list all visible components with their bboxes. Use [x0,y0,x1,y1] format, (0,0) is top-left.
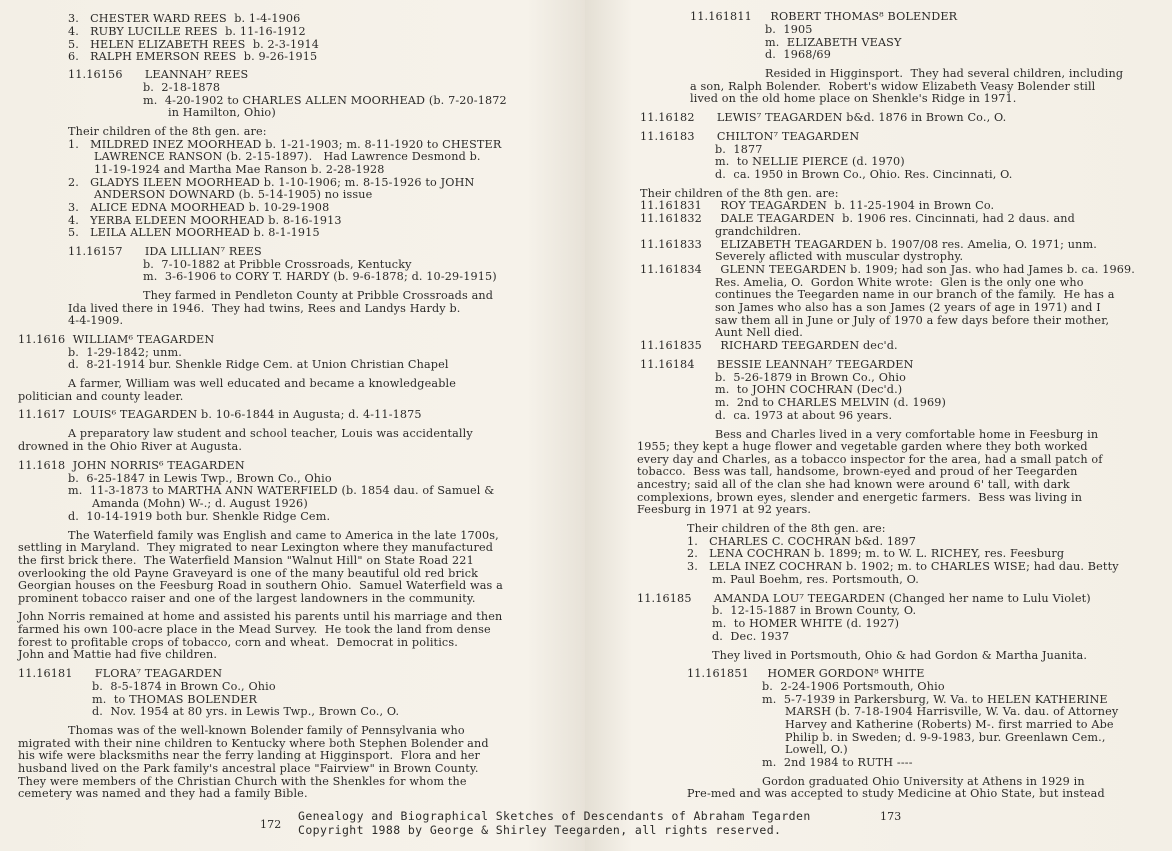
page-number: 172 [260,818,282,831]
text-line: 2. LENA COCHRAN b. 1899; m. to W. L. RICHEY, res. Feesburg [687,547,1065,560]
text-line: 5. HELEN ELIZABETH REES b. 2-3-1914 [68,38,320,51]
page-number: 173 [880,810,902,823]
entry-heading: 11.161833 ELIZABETH TEAGARDEN b. 1907/08 res. Amelia, O. 1971; unm. [640,238,1097,251]
text-line: 1. CHARLES C. COCHRAN b&d. 1897 [687,535,916,548]
text-line: Georgian houses on the Feesburg Road in southern Ohio. Samuel Waterfield was a [18,579,503,592]
text-line: 2. GLADYS ILEEN MOORHEAD b. 1-10-1906; m. 8-15-1926 to JOHN [68,176,475,189]
left-page [0,0,585,851]
text-line: Lowell, O.) [785,743,848,756]
text-line: overlooking the old Payne Graveyard is one of the many beautiful old red brick [18,567,479,580]
text-line: They lived in Portsmouth, Ohio & had Gordon & Martha Juanita. [712,649,1088,662]
text-line: 1955; they kept a huge flower and vegetable garden where they both worked [637,440,1088,453]
text-line: b. 1905 [765,23,813,36]
text-line: MARSH (b. 7-18-1904 Harrisville, W. Va. dau. of Attorney [785,705,1119,718]
text-line: in Hamilton, Ohio) [168,106,276,119]
text-line: b. 2-18-1878 [143,81,221,94]
text-line: every day and Charles, as a tobacco inspector for the area, had a small patch of [637,453,1103,466]
text-line: A farmer, William was well educated and became a knowledgeable [68,377,457,390]
text-line: politician and county leader. [18,390,184,403]
text-line: d. Nov. 1954 at 80 yrs. in Lewis Twp., Brown Co., O. [92,705,400,718]
text-line: Their children of the 8th gen. are: [687,522,886,535]
text-line: d. ca. 1950 in Brown Co., Ohio. Res. Cincinnati, O. [715,168,1013,181]
text-line: m. 2nd to CHARLES MELVIN (d. 1969) [715,396,947,409]
text-line: m. to HOMER WHITE (d. 1927) [712,617,900,630]
text-line: 4-4-1909. [68,314,124,327]
text-line: son James who also has a son James (2 years of age in 1971) and I [715,301,1101,314]
entry-heading: 11.1618 JOHN NORRIS⁶ TEAGARDEN [18,459,245,472]
text-line: b. 1-29-1842; unm. [68,346,182,359]
text-line: LAWRENCE RANSON (b. 2-15-1897). Had Lawrence Desmond b. [94,150,481,163]
text-line: settling in Maryland. They migrated to near Lexington where they manufactured [18,541,494,554]
text-line: b. 6-25-1847 in Lewis Twp., Brown Co., Ohio [68,472,332,485]
text-line: the first brick there. The Waterfield Mansion "Walnut Hill" on State Road 221 [18,554,474,567]
entry-heading: 11.161811 ROBERT THOMAS⁸ BOLENDER [690,10,958,23]
footer-title: Genealogy and Biographical Sketches of Descendants of Abraham Tegarden [298,809,811,823]
text-line: 11-19-1924 and Martha Mae Ranson b. 2-28-1928 [94,163,385,176]
text-line: prominent tobacco raiser and one of the largest landowners in the community. [18,592,476,605]
text-line: Harvey and Katherine (Roberts) M-. first married to Abe [785,718,1114,731]
text-line: m. 3-6-1906 to CORY T. HARDY (b. 9-6-1878; d. 10-29-1915) [143,270,497,283]
text-line: Ida lived there in 1946. They had twins, Rees and Landys Hardy b. [68,302,461,315]
text-line: 5. LEILA ALLEN MOORHEAD b. 8-1-1915 [68,226,320,239]
text-line: Their children of the 8th gen. are: [640,187,839,200]
text-line: drowned in the Ohio River at Augusta. [18,440,243,453]
text-line: 3. ALICE EDNA MOORHEAD b. 10-29-1908 [68,201,330,214]
text-line: 6. RALPH EMERSON REES b. 9-26-1915 [68,50,318,63]
text-line: continues the Teegarden name in our branch of the family. He has a [715,288,1115,301]
text-line: b. 12-15-1887 in Brown County, O. [712,604,917,617]
entry-heading: 11.16182 LEWIS⁷ TEAGARDEN b&d. 1876 in Brown Co., O. [640,111,1007,124]
text-line: b. 7-10-1882 at Pribble Crossroads, Kentucky [143,258,412,271]
entry-heading: 11.1617 LOUIS⁶ TEAGARDEN b. 10-6-1844 in Augusta; d. 4-11-1875 [18,408,422,421]
text-line: Their children of the 8th gen. are: [68,125,267,138]
text-line: m. 11-3-1873 to MARTHA ANN WATERFIELD (b. 1854 dau. of Samuel & [68,484,495,497]
text-line: m. to THOMAS BOLENDER [92,693,258,706]
text-line: grandchildren. [715,225,802,238]
entry-heading: 11.161835 RICHARD TEEGARDEN dec'd. [640,339,898,352]
right-page [585,0,1172,851]
text-line: Amanda (Mohn) W-.; d. August 1926) [92,497,308,510]
entry-heading: 11.16185 AMANDA LOU⁷ TEEGARDEN (Changed her name to Lulu Violet) [637,592,1091,605]
text-line: m. 2nd 1984 to RUTH ---- [762,756,913,769]
text-line: lived on the old home place on Shenkle's Ridge in 1971. [690,92,1017,105]
text-line: d. 1968/69 [765,48,831,61]
entry-heading: 11.16184 BESSIE LEANNAH⁷ TEEGARDEN [640,358,914,371]
text-line: 4. YERBA ELDEEN MOORHEAD b. 8-16-1913 [68,214,342,227]
text-line: Pre-med and was accepted to study Medicine at Ohio State, but instead [687,787,1105,800]
text-line: Severely aflicted with muscular dystrophy. [715,250,964,263]
text-line: m. 4-20-1902 to CHARLES ALLEN MOORHEAD (b. 7-20-1872 [143,94,507,107]
text-line: b. 5-26-1879 in Brown Co., Ohio [715,371,907,384]
text-line: his wife were blacksmiths near the ferry landing at Higginsport. Flora and her [18,749,480,762]
text-line: ANDERSON DOWNARD (b. 5-14-1905) no issue [94,188,373,201]
entry-heading: 11.16156 LEANNAH⁷ REES [68,68,249,81]
entry-heading: 11.16183 CHILTON⁷ TEAGARDEN [640,130,860,143]
entry-heading: 11.16157 IDA LILLIAN⁷ REES [68,245,262,258]
text-line: John Norris remained at home and assisted his parents until his marriage and then [18,610,503,623]
text-line: d. 8-21-1914 bur. Shenkle Ridge Cem. at Union Christian Chapel [68,358,449,371]
text-line: d. ca. 1973 at about 96 years. [715,409,893,422]
text-line: m. 5-7-1939 in Parkersburg, W. Va. to HELEN KATHERINE [762,693,1108,706]
text-line: Bess and Charles lived in a very comfortable home in Feesburg in [715,428,1099,441]
text-line: forest to profitable crops of tobacco, corn and wheat. Democrat in politics. [18,636,458,649]
text-line: They were members of the Christian Church with the Shenkles for whom the [18,775,467,788]
text-line: migrated with their nine children to Kentucky where both Stephen Bolender and [18,737,489,750]
text-line: Gordon graduated Ohio University at Athens in 1929 in [762,775,1085,788]
text-line: m. Paul Boehm, res. Portsmouth, O. [712,573,920,586]
footer-copyright: Copyright 1988 by George & Shirley Teegarden, all rights reserved. [298,823,782,837]
text-line: 3. CHESTER WARD REES b. 1-4-1906 [68,12,301,25]
text-line: b. 8-5-1874 in Brown Co., Ohio [92,680,276,693]
text-line: complexions, brown eyes, slender and energetic farmers. Bess was living in [637,491,1083,504]
entry-heading: 11.161832 DALE TEAGARDEN b. 1906 res. Cincinnati, had 2 daus. and [640,212,1075,225]
text-line: b. 1877 [715,143,763,156]
text-line: 4. RUBY LUCILLE REES b. 11-16-1912 [68,25,306,38]
text-line: Feesburg in 1971 at 92 years. [637,503,812,516]
entry-heading: 11.1616 WILLIAM⁶ TEAGARDEN [18,333,215,346]
text-line: d. Dec. 1937 [712,630,790,643]
text-line: 3. LELA INEZ COCHRAN b. 1902; m. to CHARLES WISE; had dau. Betty [687,560,1119,573]
text-line: cemetery was named and they had a family Bible. [18,787,308,800]
text-line: They farmed in Pendleton County at Pribble Crossroads and [143,289,494,302]
text-line: Aunt Nell died. [715,326,803,339]
text-line: John and Mattie had five children. [18,648,218,661]
text-line: m. to NELLIE PIERCE (d. 1970) [715,155,905,168]
entry-heading: 11.161834 GLENN TEEGARDEN b. 1909; had son Jas. who had James b. ca. 1969. [640,263,1135,276]
text-line: A preparatory law student and school teacher, Louis was accidentally [68,427,473,440]
text-line: tobacco. Bess was tall, handsome, brown-eyed and proud of her Teegarden [637,465,1078,478]
text-line: d. 10-14-1919 both bur. Shenkle Ridge Cem. [68,510,331,523]
text-line: Resided in Higginsport. They had several children, including [765,67,1124,80]
text-line: ancestry; said all of the clan she had known were around 6' tall, with dark [637,478,1070,491]
entry-heading: 11.16181 FLORA⁷ TEAGARDEN [18,667,223,680]
text-line: Res. Amelia, O. Gordon White wrote: Glen is the only one who [715,276,1084,289]
text-line: m. to JOHN COCHRAN (Dec'd.) [715,383,903,396]
text-line: The Waterfield family was English and came to America in the late 1700s, [68,529,499,542]
text-line: husband lived on the Park family's ancestral place "Fairview" in Brown County. [18,762,479,775]
text-line: Philip b. in Sweden; d. 9-9-1983, bur. Greenlawn Cem., [785,731,1106,744]
text-line: a son, Ralph Bolender. Robert's widow Elizabeth Veasy Bolender still [690,80,1096,93]
entry-heading: 11.161851 HOMER GORDON⁸ WHITE [687,667,925,680]
text-line: b. 2-24-1906 Portsmouth, Ohio [762,680,945,693]
text-line: 1. MILDRED INEZ MOORHEAD b. 1-21-1903; m. 8-11-1920 to CHESTER [68,138,502,151]
text-line: m. ELIZABETH VEASY [765,36,902,49]
text-line: Thomas was of the well-known Bolender family of Pennsylvania who [68,724,465,737]
text-line: farmed his own 100-acre place in the Mead Survey. He took the land from dense [18,623,491,636]
entry-heading: 11.161831 ROY TEAGARDEN b. 11-25-1904 in Brown Co. [640,199,995,212]
text-line: saw them all in June or July of 1970 a few days before their mother, [715,314,1110,327]
